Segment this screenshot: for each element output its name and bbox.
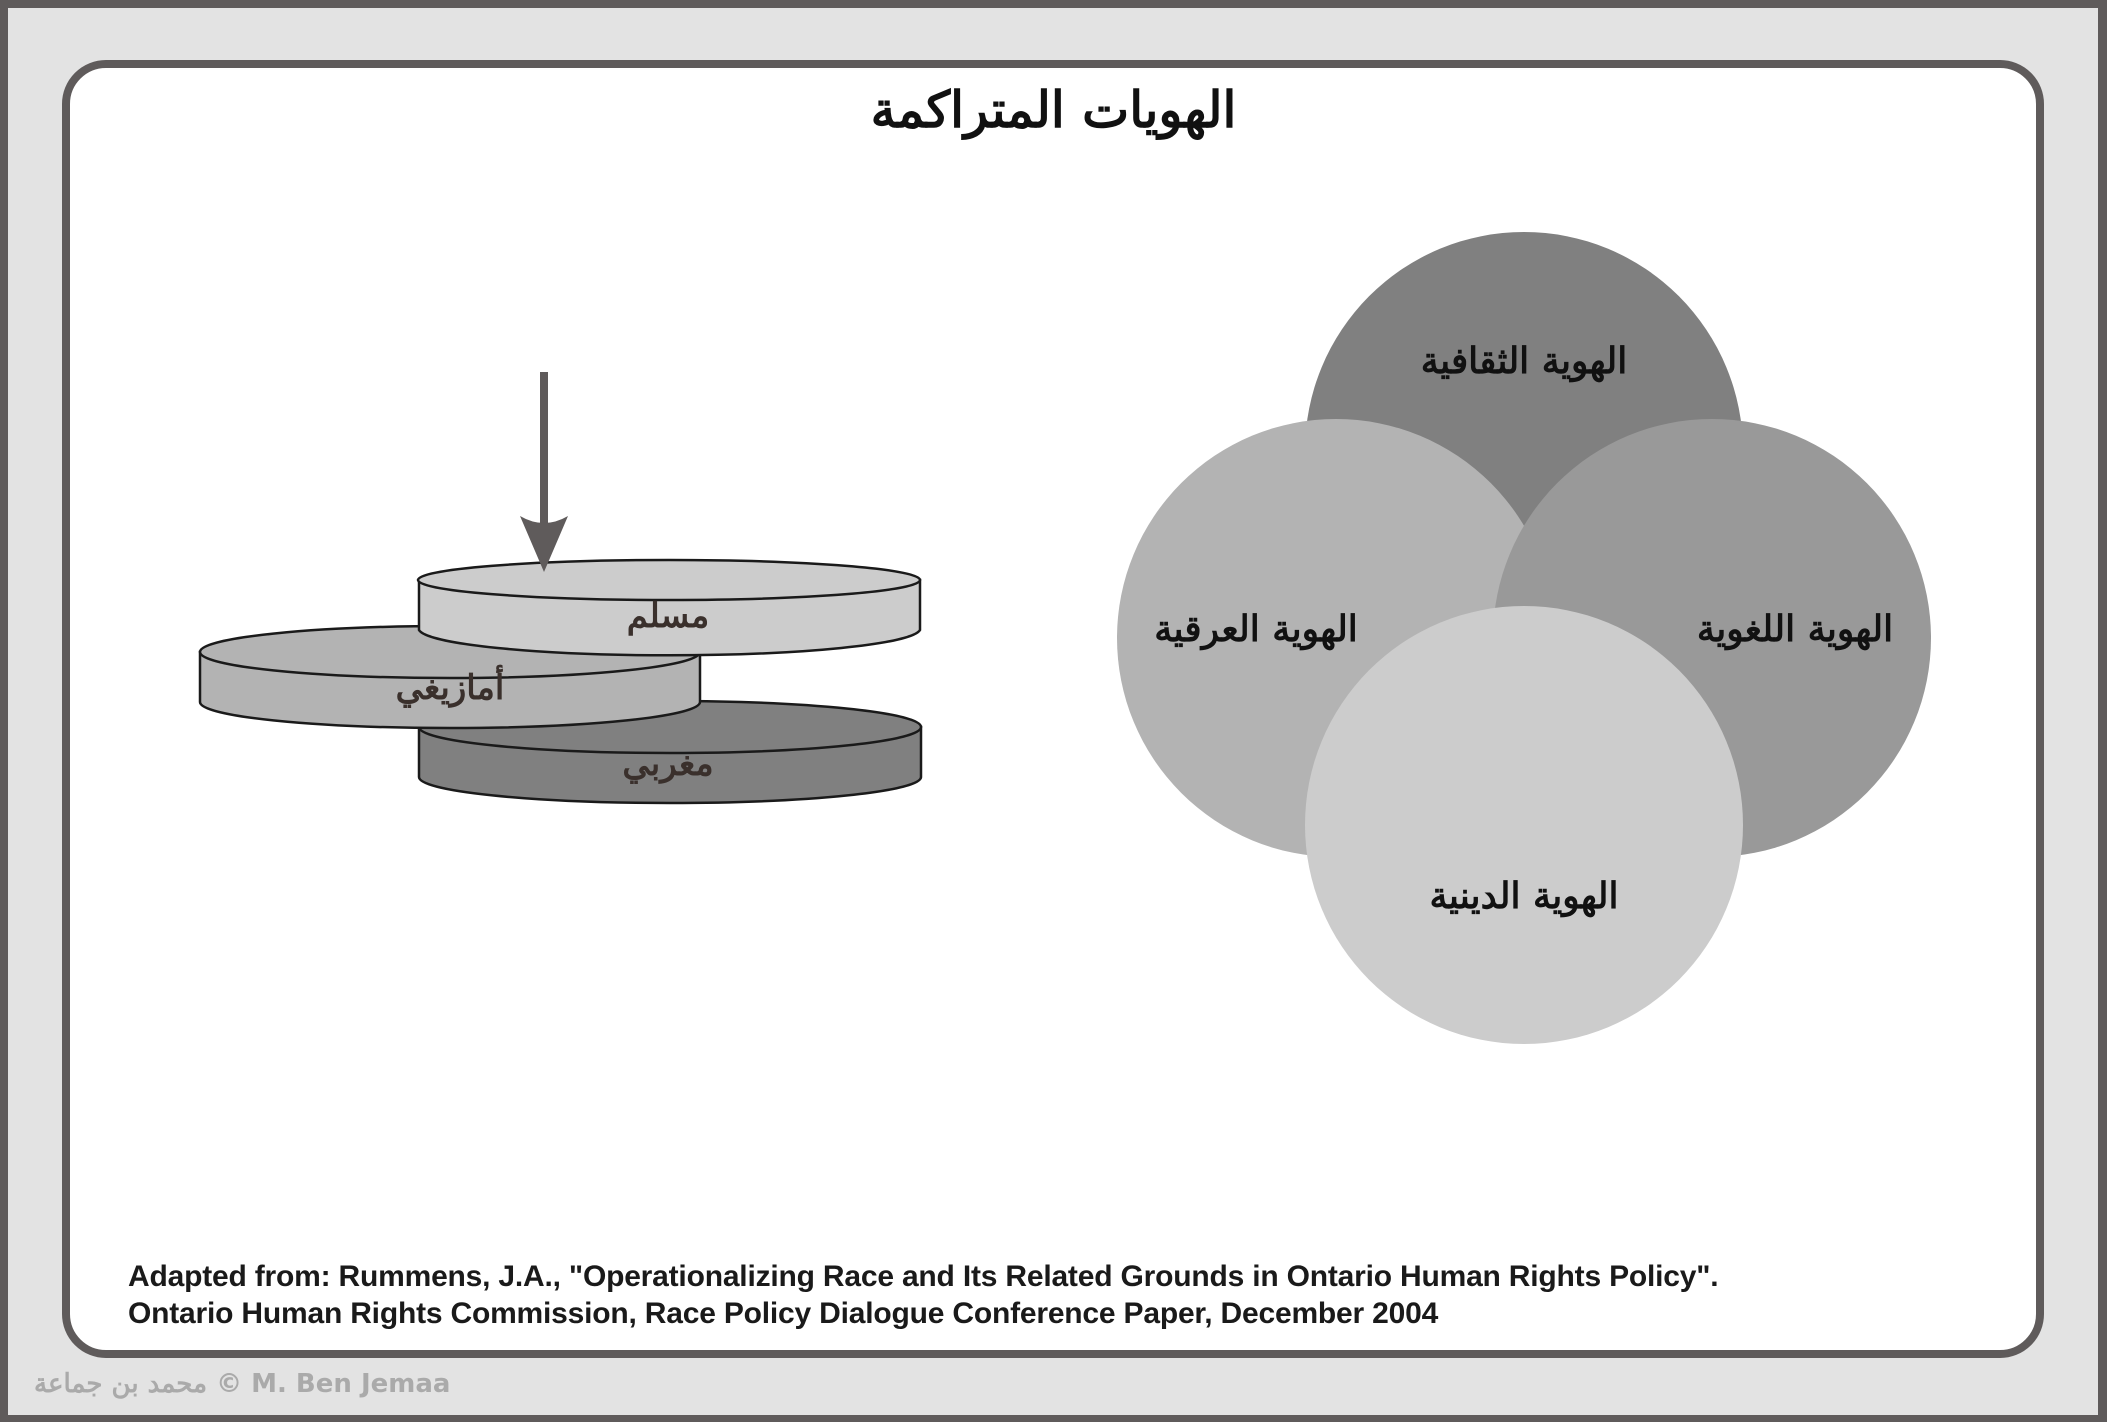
circle-religious-identity	[1305, 606, 1743, 1044]
copyright-icon: ©	[216, 1369, 243, 1399]
label-religious-identity: الهوية الدينية	[1429, 875, 1619, 917]
credit-latin-name: M. Ben Jemaa	[251, 1369, 451, 1399]
diagram-title: الهويات المتراكمة	[870, 80, 1237, 139]
credit-watermark	[34, 1369, 450, 1399]
credit-arabic-name: محمد بن جماعة	[34, 1369, 207, 1399]
label-ethnic-identity: الهوية العرقية	[1154, 608, 1358, 650]
citation	[128, 1258, 2008, 1332]
label-moroccan: مغربي	[622, 744, 714, 784]
label-linguistic-identity: الهوية اللغوية	[1696, 608, 1894, 650]
arrow-down-icon	[520, 372, 568, 572]
citation-line-1: Adapted from: Rummens, J.A., "Operationalizing Race and Its Related Grounds in Ontario Human Rights Policy".	[128, 1260, 1719, 1293]
label-cultural-identity: الهوية الثقافية	[1420, 340, 1628, 382]
label-amazigh: أمازيغي	[395, 668, 505, 708]
citation-line-2: Ontario Human Rights Commission, Race Policy Dialogue Conference Paper, December 2004	[128, 1297, 1439, 1330]
label-muslim: مسلم	[626, 596, 710, 636]
